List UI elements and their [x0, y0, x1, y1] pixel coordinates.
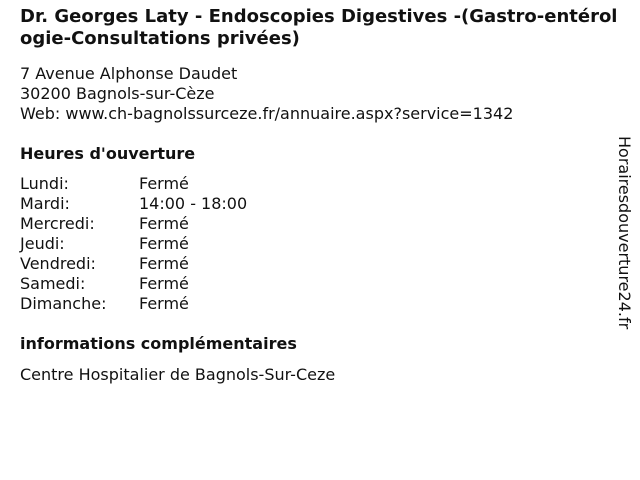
hours-heading: Heures d'ouverture: [20, 144, 196, 163]
business-name-title: Dr. Georges Laty - Endoscopies Digestives -(Gastro-entérologie-Consultations privées): [20, 6, 618, 49]
day-label: Dimanche:: [20, 294, 107, 313]
day-label: Samedi:: [20, 274, 86, 293]
hours-value: Fermé: [139, 294, 189, 313]
additional-info-text: Centre Hospitalier de Bagnols-Sur-Ceze: [20, 365, 336, 384]
hours-value: Fermé: [139, 274, 189, 293]
hours-value: Fermé: [139, 214, 189, 233]
address-block: [20, 64, 513, 124]
day-label: Lundi:: [20, 174, 69, 193]
day-label: Mardi:: [20, 194, 70, 213]
day-label: Jeudi:: [20, 234, 65, 253]
site-watermark: Horairesdouverture24.fr: [615, 136, 634, 330]
day-label: Mercredi:: [20, 214, 95, 233]
hours-value: Fermé: [139, 234, 189, 253]
address-city: 30200 Bagnols-sur-Cèze: [20, 84, 215, 103]
hours-value: 14:00 - 18:00: [139, 194, 248, 213]
hours-value: Fermé: [139, 254, 189, 273]
additional-info-heading: informations complémentaires: [20, 334, 297, 353]
day-label: Vendredi:: [20, 254, 96, 273]
address-street: 7 Avenue Alphonse Daudet: [20, 64, 238, 83]
hours-value: Fermé: [139, 174, 189, 193]
website-link[interactable]: Web: www.ch-bagnolssurceze.fr/annuaire.aspx?service=1342: [20, 104, 514, 123]
